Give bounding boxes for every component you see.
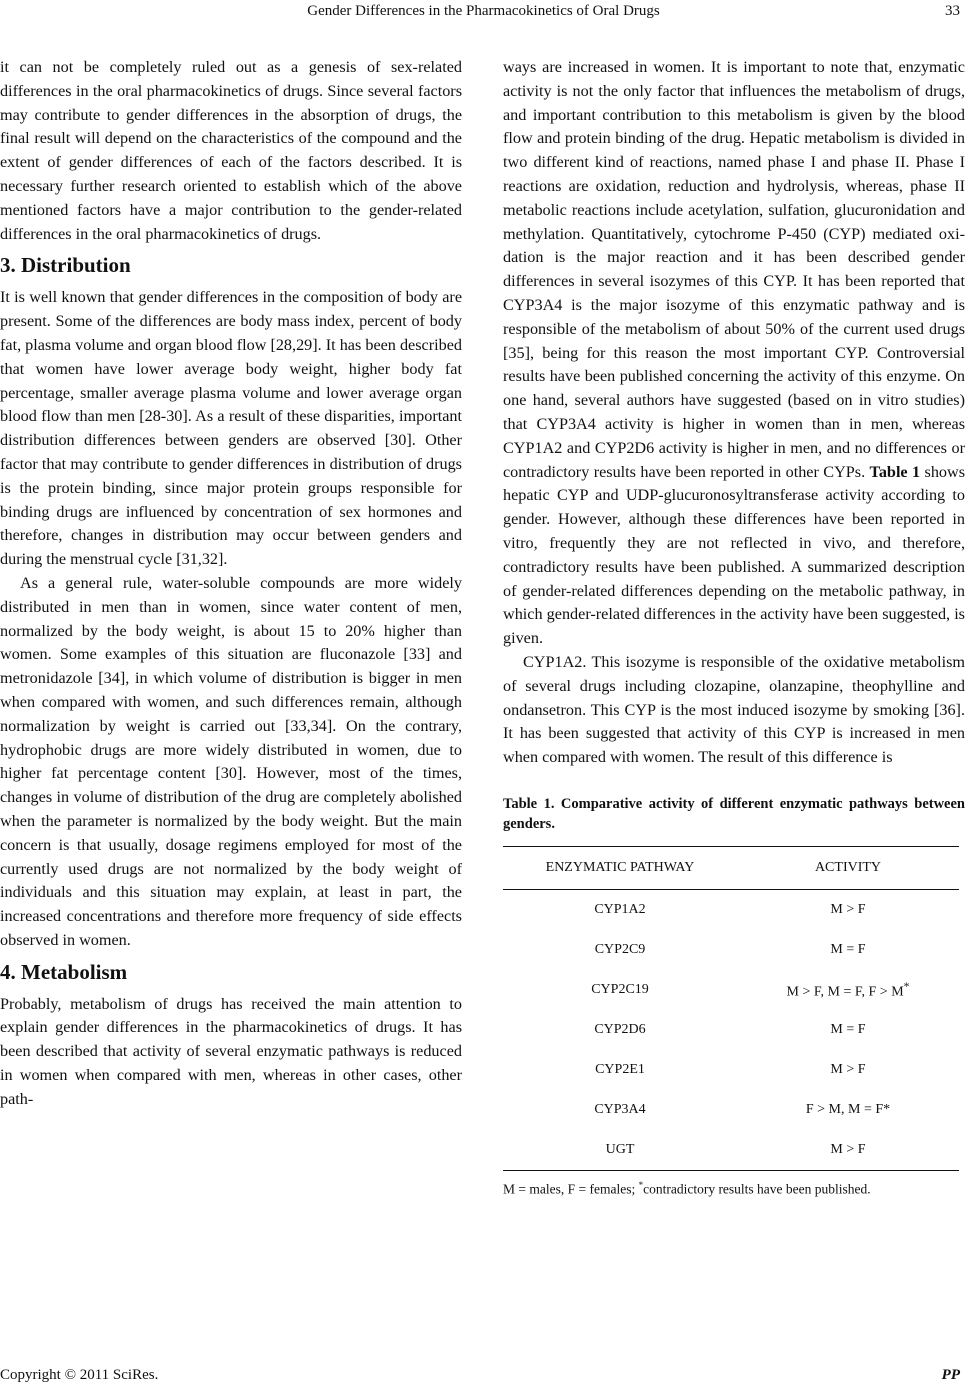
- activity-cell: M > F: [830, 1061, 866, 1077]
- activity-cell: [737, 970, 959, 1010]
- paragraph: As a general rule, water-soluble compounds are more widely distributed in men than in women, since water content of men, normalized by the body weight, is about 15 to 20% higher than women. Some examples of this situation are fluconazole [33] and metronidazole [34], in which volume of distribution is bigger in men when compared with women, and such differences remain, although normalization by weight is carried out [33,34]. On the contrary, hydrophobic drugs are more widely distributed in women, due to higher fat percentage content [30]. However, most of the times, changes in volume of distribution of the drug are completely abolished when the parameter is normalized by the body weight. But the main concern is that usually, dosage regimens employed for most of the currently used drugs are not normalized by the body weight of individuals and this situation may explain, at least in part, the increased concentrations and therefore more frequency of side effects observed in women.: [0, 573, 462, 949]
- table-caption: Table 1. Comparative activity of different enzymatic pathways between genders.: [503, 795, 965, 832]
- paragraph-text: shows hepatic CYP and UDP-glucuronosyltransferase activity according to gender. However, although these differences have been reported in vitro, frequently they are not reflected in vivo, and therefore, contradictory results have been published. A summarized description of gender-related differences depending on the metabolic pathway, in which gender-related differences in the activity have been suggested, is given.: [503, 462, 966, 648]
- pathway-cell: CYP2D6: [594, 1021, 646, 1037]
- table-row: [503, 970, 959, 1010]
- pathway-cell: CYP2C19: [591, 981, 649, 997]
- paragraph: CYP1A2. This isozyme is responsible of the oxidative metabolism of several drugs including clozapine, olanzapine, theophylline and ondansetron. This CYP is the most induced isozyme by smoking [36]. It has been suggested that activity of this CYP is increased in men when compared with women. The result of this difference is: [503, 652, 965, 767]
- running-header-title: Gender Differences in the Pharmacokinetics of Oral Drugs: [307, 3, 660, 19]
- left-column: [0, 56, 462, 1112]
- activity-cell: M > F: [737, 1130, 959, 1171]
- table-reference: Table 1: [869, 462, 921, 481]
- journal-abbrev: PP: [941, 1367, 960, 1383]
- table-row: [503, 1090, 959, 1130]
- table-row: [503, 930, 959, 970]
- activity-cell: M = F: [830, 1021, 866, 1037]
- table-row: [503, 1010, 959, 1050]
- pathway-cell: CYP1A2: [594, 901, 646, 917]
- section-heading-metabolism: 4. Metabolism: [0, 959, 128, 984]
- pathway-cell: CYP3A4: [594, 1101, 646, 1117]
- section-heading-distribution: 3. Distribution: [0, 253, 131, 278]
- activity-cell: M > F: [830, 901, 866, 917]
- table-footnote: [503, 1177, 965, 1198]
- pathway-cell: CYP2C9: [594, 941, 646, 957]
- footnote-text: contradictory results have been published.: [643, 1181, 871, 1197]
- table-row: [503, 1130, 959, 1171]
- table-header-row: [503, 846, 959, 889]
- footnote-mark: *: [638, 1179, 644, 1190]
- table-row: [503, 889, 959, 930]
- paragraph: [503, 56, 965, 651]
- activity-cell: M = F: [830, 941, 866, 957]
- pathway-cell: CYP2E1: [595, 1061, 645, 1077]
- paragraph: Probably, metabolism of drugs has received the main attention to explain gender differences in the pharmacokinetics of drugs. It has been described that activity of several enzymatic pathways is reduced in women when compared with men, whereas in other cases, other path-: [0, 994, 462, 1108]
- paragraph: It is well known that gender differences in the composition of body are present. Some of the differences are body mass index, percent of body fat, plasma volume and organ blood flow [28,29]. It has been described that women have lower average body weight, higher body fat percentage, smaller average plasma volume and lower average organ blood flow than men [28-30]. As a result of these disparities, important distribution differences between genders are observed [30]. Other factor that may contribute to gender differences in distribution of drugs is the protein binding, since major protein groups responsible for binding drugs are influenced by concentration of sex hormones and therefore, changes in distribution may occur between genders and during the menstrual cycle [31,32].: [0, 288, 462, 569]
- paragraph: it can not be completely ruled out as a genesis of sex-related differences in the oral pharmacokinetics of drugs. Since several factors may contribute to gender differences in the absorption of drugs, the final result will depend on the characteristics of the compound and the extent of gender differences of each of the factors described. It is necessary further research oriented to establish which of the above mentioned factors have a major contribution to the gender-related differences in the oral pharmacokinetics of drugs.: [0, 58, 462, 243]
- right-column: [503, 56, 965, 1197]
- contradictory-mark: *: [903, 979, 910, 993]
- footnote-prefix: M = males, F = females;: [503, 1181, 639, 1197]
- pathway-cell: UGT: [503, 1130, 737, 1171]
- column-header-pathway: ENZYMATIC PATHWAY: [503, 846, 737, 889]
- page-number: 33: [945, 3, 960, 19]
- paragraph-text: ways are increased in women. It is important to note that, enzymatic activity is not the only factor that influences the metabolism of drugs, and important contribution to this metabolism is given by the blood flow and protein binding of the drug. Hepatic metabolism is divided in two different kind of reactions, named phase I and phase II. Phase I reactions are oxidation, reduction and hydrolysis, whereas, phase II metabolic reactions include acetylation, sulfation, glucuronidation and methylation. Quantitatively, cytochrome P-450 (CYP) mediated oxidation is the major reaction and it has been described gender differences in several isozymes of this CYP. It has been reported that CYP3A4 is the major isozyme of this enzymatic pathway and is responsible of the metabolism of about 50% of the current used drugs [35], being for this reason the most important CYP. Controversial results have been published concerning the activity of this enzyme. On one hand, several authors have suggested (based on in vitro studies) that CYP3A4 activity is higher in women than in men, whereas CYP1A2 and CYP2D6 activity is higher in men, and no differences or contradictory results have been reported in other CYPs.: [503, 58, 965, 481]
- activity-value: M > F, M = F, F > M: [786, 984, 904, 1000]
- enzymatic-activity-table: [503, 846, 959, 1171]
- activity-cell: F > M, M = F*: [805, 1101, 891, 1117]
- table-row: [503, 1050, 959, 1090]
- column-header-activity: ACTIVITY: [737, 846, 959, 889]
- copyright-footer: Copyright © 2011 SciRes.: [0, 1367, 159, 1383]
